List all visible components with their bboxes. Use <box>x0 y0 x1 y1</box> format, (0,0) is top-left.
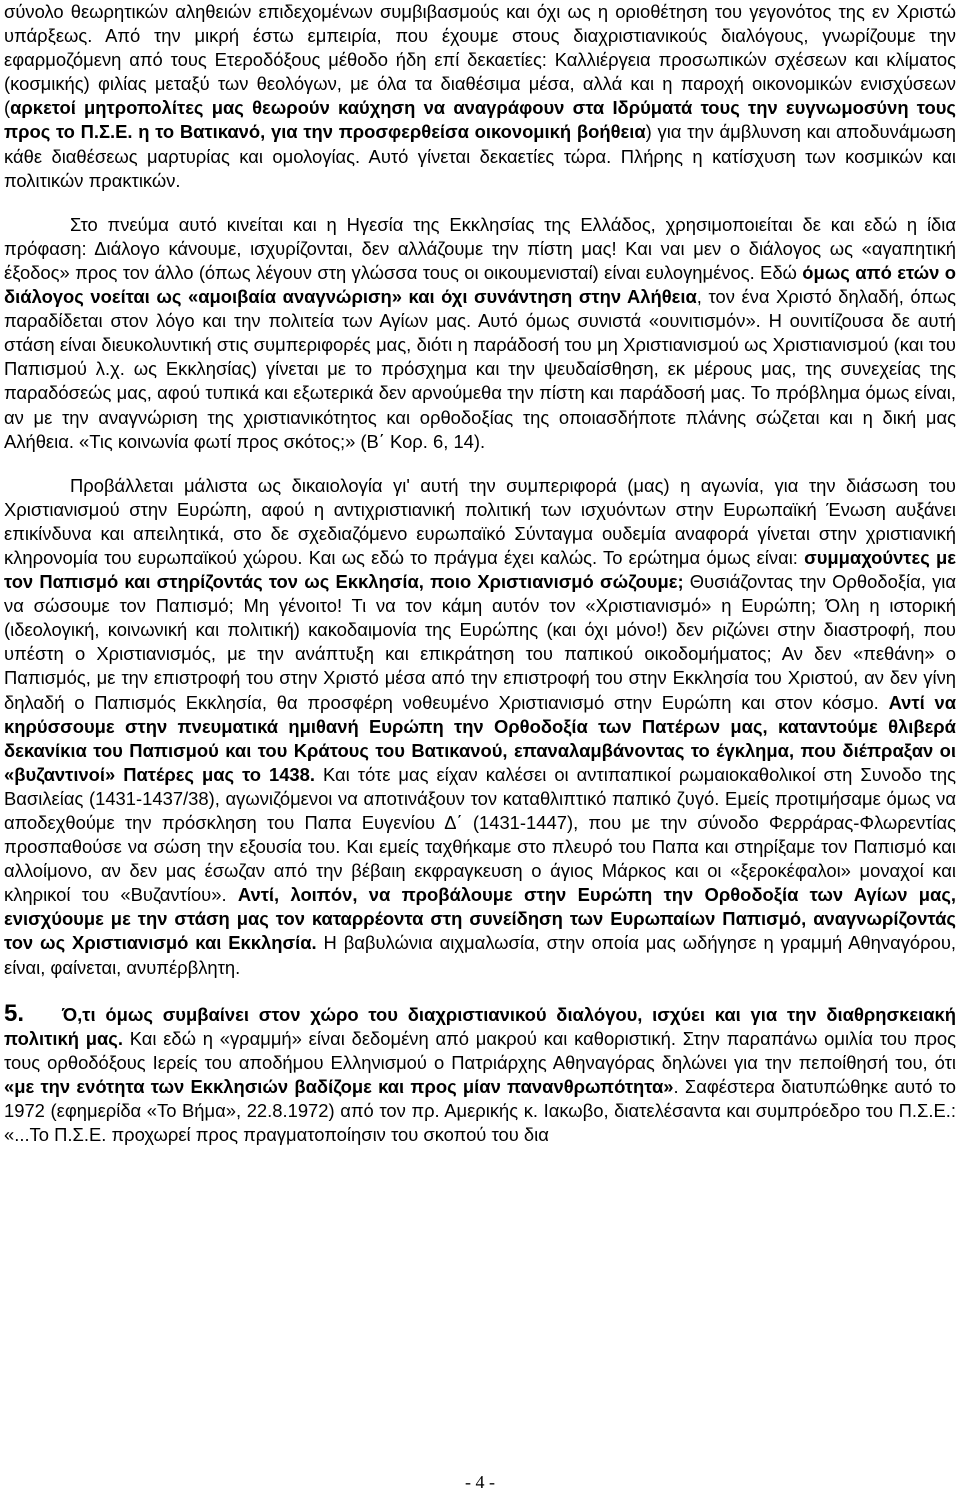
section-number: 5. <box>4 999 25 1027</box>
section-5-bold-1: Ό,τι όμως συμβαίνει στον χώρο του διαχριστιανικού διαλόγου, ισχύει και για την διαθρησκειακή πολιτική μας. <box>4 1003 956 1049</box>
paragraph-3 <box>4 474 956 980</box>
section-5-bold-2: «με την ενότητα των Εκκλησιών βαδίζομε και προς μίαν πανανθρωπότητα» <box>4 1075 674 1097</box>
paragraph-1-bold-1: αρκετοί μητροπολίτες μας θεωρούν καύχηση να αναγράφουν στα Ιδρύματά τους την ευγνωμοσύνη τους προς το Π.Σ.Ε. η το Βατικανό, για την προσφερθείσα οικονομική βοήθεια <box>4 97 956 143</box>
paragraph-1-text-1: σύνολο θεωρητικών αληθειών επιδεχομένων συμβιβασμούς και όχι ως η οριοθέτηση του γεγονότος της εν Χριστώ υπάρξεως. Από την μικρή έστω εμπειρία, που έχουμε στους διαχριστιανικούς διαλόγους, γνωρίζουμε την εφαρμοζόμενη από τους Ετεροδόξους μέθοδο ήδη επί δεκαετίες: Καλλιέργεια προσωπικών σχέσεων και κλίματος (κοσμικής) φιλίας μεταξύ των θεολόγων, με όλα τα διαθέσιμα μέσα, αλλά και η παροχή οικονομικών ενισχύσεων ( <box>4 1 956 119</box>
paragraph-3-bold-1: συμμαχούντες με τον Παπισμό και στηρίζοντάς τον ως Εκκλησία, ποιο Χριστιανισμό σώζουμε; <box>4 546 956 593</box>
paragraph-2 <box>4 213 956 454</box>
section-5-text-2: . Σαφέστερα διατυπώθηκε αυτό το 1972 (εφημερίδα «Το Βήμα», 22.8.1972) από τον πρ. Αμερικής κ. Ιακωβο, διατελέσαντα και συμπρόεδρο του Π.Σ.Ε.: «...Το Π.Σ.Ε. προχωρεί προς πραγματοποίησιν του σκοπού του δια <box>4 1075 956 1146</box>
section-5-paragraph <box>4 999 956 1148</box>
paragraph-gap <box>4 193 956 213</box>
paragraph-3-text-1: Προβάλλεται μάλιστα ως δικαιολογία γι' αυτή την συμπεριφορά (μας) η αγωνία, για την διάσωση του Χριστιανισμού στην Ευρώπη, αφού η αντιχριστιανική πολιτική των ισχυόντων στην Ευρωπαϊκή Ένωση αυξάνει επικίνδυνα και απειλητικά, στο δε σχεδιαζόμενο ευρωπαϊκό Σύνταγμα ουδεμία αναφορά γίνεται στην χριστιανική κληρονομία του ευρωπαϊκού χώρου. Και ως εδώ το πράγμα έχει καλώς. Το ερώτημα όμως είναι: <box>4 474 956 568</box>
paragraph-3-text-4: Η βαβυλώνια αιχμαλωσία, στην οποία μας ωδήγησε η γραμμή Αθηναγόρου, είναι, φαίνεται, ανυπέρβλητη. <box>4 932 956 978</box>
page-number: - 4 - <box>465 1472 495 1492</box>
paragraph-3-bold-3: Αντί, λοιπόν, να προβάλουμε στην Ευρώπη την Ορθοδοξία των Αγίων μας, ενισχύουμε με την στάση μας τον καταρρέοντα στη συνείδηση των Ευρωπαίων Παπισμό, αναγνωρίζοντάς τον ως Χριστιανισμό και Εκκλησία. <box>4 884 956 954</box>
paragraph-gap <box>4 454 956 474</box>
paragraph-3-bold-2: Αντί να κηρύσσουμε στην πνευματικά ημιθανή Ευρώπη την Ορθοδοξία των Πατέρων μας, καταντούμε θλιβερά δεκανίκια του Παπισμού και του Κράτους του Βατικανού, επαναλαμβάνοντας το έγκλημα, που διέπραξαν οι «βυζαντινοί» Πατέρες μας το 1438. <box>4 691 957 785</box>
paragraph-3-text-2: Θυσιάζοντας την Ορθοδοξία, για να σώσουμε τον Παπισμό; Μη γένοιτο! Τι να τον κάμη αυτόν τον «Χριστιανισμό» η Ευρώπη; Όλη η ιστορική (ιδεολογική, κοινωνική και πολιτική) κακοδαιμονία της Ευρώπης (και όχι μόνο!) δεν ριζώνει στην διαστροφή, που υπέστη ο Χριστιανισμός, με την ανάπτυξη και επικράτηση του παπικού οικοδομήματος; Αν δεν «πεθάνη» ο Παπισμός, με την επιστροφή του στην Χριστό μέσα από την επιστροφή του στην Εκκλησία του Χριστού, αν δεν γίνη δηλαδή ο Παπισμός Εκκλησία, θα προσφέρη νοθευμένο Χριστιανισμό στην Ευρώπη και στον κόσμο. <box>4 571 956 713</box>
paragraph-1-text-2: ) για την άμβλυνση και αποδυνάμωση κάθε διαθέσεως μαρτυρίας και ομολογίας. Αυτό γίνεται δεκαετίες τώρα. Πλήρης η κατίσχυση των κοσμικών και πολιτικών πρακτικών. <box>4 121 956 191</box>
paragraph-2-text-1: Στο πνεύμα αυτό κινείται και η Ηγεσία της Εκκλησίας της Ελλάδος, χρησιμοποιείται δε και εδώ η ίδια πρόφαση: Διάλογο κάνουμε, ισχυρίζονται, δεν αλλάζουμε την πίστη μας! Και ναι μεν ο διάλογος ως «αγαπητική έξοδος» προς τον άλλο (όπως λέγουν στη γλώσσα τους οι οικουμενισταί) είναι ευλογημένος. Εδώ <box>4 213 956 283</box>
paragraph-3-text-3: Και τότε μας είχαν καλέσει οι αντιπαπικοί ρωμαιοκαθολικοί στη Συνοδο της Βασιλείας (1431-1437/38), αγωνιζόμενοι να αποτινάξουν τον καταθλιπτικό παπικό ζυγό. Εμείς προτιμήσαμε όμως να αποδεχθούμε την πρόσκληση του Παπα Ευγενίου Δ΄ (1431-1447), που με την σύνοδο Φερράρας-Φλωρεντίας προσπαθούσε να σώση την εξουσία του. Και εμείς ταχθήκαμε στο πλευρό του Παπα και στηρίξαμε τον Παπισμό και αλλοίμονο, αν δεν μας έσωζαν από την βέβαιη εκφραγκευση ο άγιος Μάρκος και οι «ξεροκέφαλοι» μοναχοί και κληρικοί του «Βυζαντίου». <box>4 763 956 906</box>
paragraph-2-text-2: , τον ένα Χριστό δηλαδή, όπως παραδίδεται στον λόγο και την πολιτεία των Αγίων μας. Αυτό όμως συνιστά «ουνιτισμόν». Η ουνιτίζουσα δε αυτή στάση είναι διευκολυντική στις συμπεριφορές μας, διότι η παράδοσή του μη Χριστιανισμού ως Χριστιανισμού (και του Παπισμού λ.χ. ως Εκκλησίας) γίνεται με το πρόσχημα και την ψευδαίσθηση, εκ μέρους μας, της συνεχείας της παραδόσεώς μας, αφού τυπικά και εξωτερικά δεν αρνούμεθα την πίστη και παράδοσή μας. Το πρόβλημα όμως είναι, αν με την αναγνώριση της χριστιανικότητος και ορθοδοξίας της οποιασδήποτε πλάνης σώζεται και η δική μας Αλήθεια. «Τις κοινωνία φωτί προς σκότος;» (Β΄ Κορ. 6, 14). <box>4 286 956 452</box>
section-5-text-1: Και εδώ η «γραμμή» είναι δεδομένη από μακρού και καθοριστική. Στην παραπάνω ομιλία του προς τους ορθοδόξους Ιερείς του αποδήμου Ελληνισμού ο Πατριάρχης Αθηναγόρας δηλώνει για την πεποίθησή του, ότι <box>4 1027 956 1073</box>
paragraph-2-bold-1: όμως από ετών ο διάλογος νοείται ως «αμοιβαία αναγνώριση» και όχι συνάντηση στην Αλήθεια <box>4 261 956 308</box>
paragraph-1 <box>4 0 956 193</box>
